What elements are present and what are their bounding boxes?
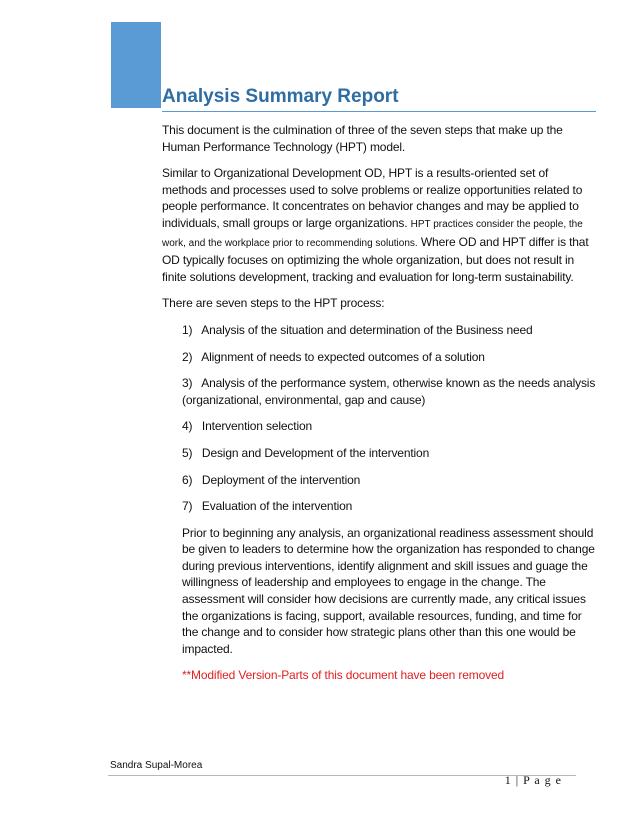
od-paragraph-text: Similar to Organizational Development OD, HPT is a results-oriented set of methods and processes used to solve problems or realize opportunities related to people performance. It concentrates on behavior changes and may be applied to individuals, small groups or large organizations. [162,166,583,230]
hpt-practices-text: HPT practices consider the people, the work, and the workplace prior to recommending solutions. [162,218,583,249]
page-title: Analysis Summary Report [162,86,596,112]
footer-author: Sandra Supal-Morea [110,760,203,771]
readiness-paragraph: Prior to beginning any analysis, an organizational readiness assessment should be given to leaders to determine how the organization has responded to change during previous interventions, identify alignment and skill issues and guage the willingness of leadership and employees to engage in the change. The assessment will consider how decisions are currently made, any critical issues the organizations is facing, support, available resources, funding, and time for the change and to consider how strategic plans other than this one would be impacted. [182,525,595,656]
modified-version-note: **Modified Version-Parts of this document have been removed [182,668,504,683]
intro-paragraph: This document is the culmination of three of the seven steps that make up the Human Performance Technology (HPT) model. [162,123,563,154]
od-paragraph-end: Where OD and HPT differ is that OD typically focuses on optimizing the whole organization, but does not result in finite solutions development, tracking and evaluation for long-term sustainability. [162,234,589,284]
steps-intro: There are seven steps to the HPT process: [162,296,385,311]
list-item: 5) Design and Development of the intervention [182,445,430,460]
od-comparison-paragraph [162,165,596,285]
document-body [162,86,596,694]
list-item: 3) Analysis of the performance system, otherwise known as the needs analysis (organizational, environmental, gap and cause) [182,376,596,407]
decorative-blue-block [111,22,161,108]
list-item: 2) Alignment of needs to expected outcomes of a solution [182,349,485,364]
page-number: 1 | P a g e [504,773,562,787]
steps-list [162,322,596,515]
list-item: 7) Evaluation of the intervention [182,499,353,514]
list-item: 4) Intervention selection [182,419,313,434]
list-item: 6) Deployment of the intervention [182,472,361,487]
list-item: 1) Analysis of the situation and determination of the Business need [182,322,533,337]
